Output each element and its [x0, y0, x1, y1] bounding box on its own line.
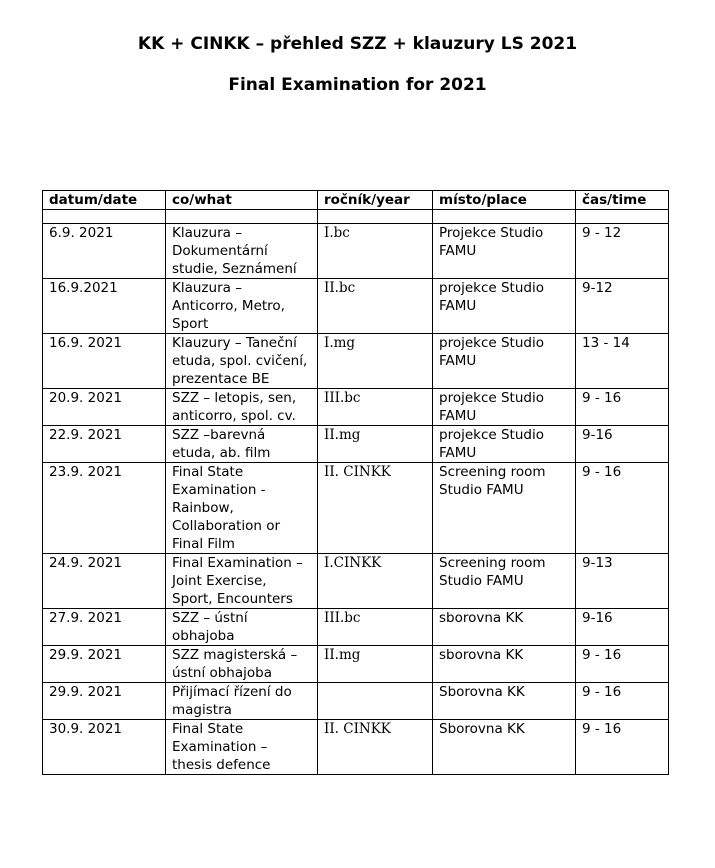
year-cell: II.mg [318, 646, 433, 683]
place-cell: Sborovna KK [433, 683, 576, 720]
table-row [43, 463, 669, 554]
table-row [43, 426, 669, 463]
what-cell: Klauzura – Dokumentární studie, Seznámení [166, 224, 318, 279]
date-cell: 29.9. 2021 [43, 683, 166, 720]
table-row [43, 683, 669, 720]
date-cell: 27.9. 2021 [43, 609, 166, 646]
header-place: místo/place [433, 191, 576, 210]
table-row [43, 389, 669, 426]
year-cell [318, 683, 433, 720]
table-row [43, 279, 669, 334]
year-cell: I.mg [318, 334, 433, 389]
place-cell: projekce Studio FAMU [433, 426, 576, 463]
table-row [43, 609, 669, 646]
place-cell: Screening room Studio FAMU [433, 554, 576, 609]
empty-spacer-row [43, 210, 669, 224]
what-cell: SZZ magisterská – ústní obhajoba [166, 646, 318, 683]
date-cell: 16.9. 2021 [43, 334, 166, 389]
place-cell: Projekce Studio FAMU [433, 224, 576, 279]
place-cell: projekce Studio FAMU [433, 389, 576, 426]
empty-cell [166, 210, 318, 224]
date-cell: 22.9. 2021 [43, 426, 166, 463]
empty-cell [433, 210, 576, 224]
what-cell: Přijímací řízení do magistra [166, 683, 318, 720]
what-cell: SZZ – letopis, sen, anticorro, spol. cv. [166, 389, 318, 426]
date-cell: 30.9. 2021 [43, 720, 166, 775]
what-cell: Final State Examination – thesis defence [166, 720, 318, 775]
header-what: co/what [166, 191, 318, 210]
time-cell: 13 - 14 [576, 334, 669, 389]
table-row [43, 334, 669, 389]
table-row [43, 646, 669, 683]
what-cell: SZZ – ústní obhajoba [166, 609, 318, 646]
time-cell: 9 - 16 [576, 463, 669, 554]
year-cell: I.CINKK [318, 554, 433, 609]
year-cell: II.bc [318, 279, 433, 334]
document-title: KK + CINKK – přehled SZZ + klauzury LS 2021 [137, 34, 578, 54]
date-cell: 20.9. 2021 [43, 389, 166, 426]
year-cell: II. CINKK [318, 463, 433, 554]
what-cell: SZZ –barevná etuda, ab. film [166, 426, 318, 463]
year-cell: II. CINKK [318, 720, 433, 775]
table-row [43, 224, 669, 279]
empty-cell [576, 210, 669, 224]
table-row [43, 554, 669, 609]
date-cell: 24.9. 2021 [43, 554, 166, 609]
table-row [43, 720, 669, 775]
time-cell: 9-16 [576, 426, 669, 463]
year-cell: III.bc [318, 609, 433, 646]
place-cell: projekce Studio FAMU [433, 334, 576, 389]
time-cell: 9 - 16 [576, 683, 669, 720]
table-header-row [43, 191, 669, 210]
empty-cell [43, 210, 166, 224]
place-cell: sborovna KK [433, 646, 576, 683]
place-cell: Screening room Studio FAMU [433, 463, 576, 554]
empty-cell [318, 210, 433, 224]
date-cell: 6.9. 2021 [43, 224, 166, 279]
time-cell: 9-12 [576, 279, 669, 334]
header-time: čas/time [576, 191, 669, 210]
date-cell: 23.9. 2021 [43, 463, 166, 554]
place-cell: Sborovna KK [433, 720, 576, 775]
place-cell: projekce Studio FAMU [433, 279, 576, 334]
time-cell: 9-13 [576, 554, 669, 609]
place-cell: sborovna KK [433, 609, 576, 646]
what-cell: Final State Examination - Rainbow, Collaboration or Final Film [166, 463, 318, 554]
date-cell: 16.9.2021 [43, 279, 166, 334]
schedule-table [42, 190, 669, 775]
date-cell: 29.9. 2021 [43, 646, 166, 683]
time-cell: 9 - 16 [576, 720, 669, 775]
year-cell: I.bc [318, 224, 433, 279]
year-cell: III.bc [318, 389, 433, 426]
time-cell: 9 - 16 [576, 389, 669, 426]
what-cell: Final Examination – Joint Exercise, Sport, Encounters [166, 554, 318, 609]
time-cell: 9 - 16 [576, 646, 669, 683]
header-date: datum/date [43, 191, 166, 210]
what-cell: Klauzura – Anticorro, Metro, Sport [166, 279, 318, 334]
time-cell: 9 - 12 [576, 224, 669, 279]
year-cell: II.mg [318, 426, 433, 463]
header-year: ročník/year [318, 191, 433, 210]
time-cell: 9-16 [576, 609, 669, 646]
what-cell: Klauzury – Taneční etuda, spol. cvičení, prezentace BE [166, 334, 318, 389]
document-subtitle: Final Examination for 2021 [228, 75, 487, 95]
